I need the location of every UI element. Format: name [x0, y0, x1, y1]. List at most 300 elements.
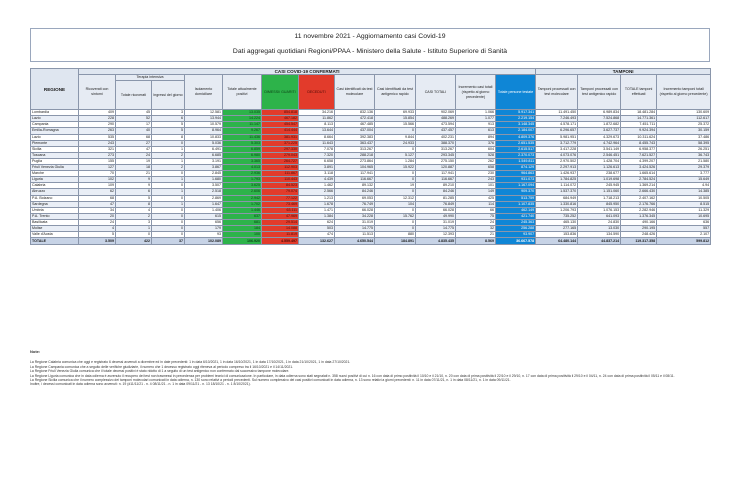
table-cell: 467.182: [262, 116, 299, 122]
table-cell: 637: [223, 213, 262, 219]
note-item: Inoltre, i decessi comunicati in data odierna sono avvenuti: n. 19 (d11/11/21 - n. 4 08/11/21 - n. 1 in data 09/11/21 - n. 13 18/10/21 - n. 1 8/10/2021).: [30, 382, 251, 387]
table-cell: 3.712.779: [536, 140, 578, 146]
table-cell: 79.074: [262, 189, 299, 195]
table-cell: 3.777: [657, 171, 711, 177]
table-cell: 1.107.835: [496, 201, 536, 207]
table-cell: 3.424.526: [621, 165, 657, 171]
region-name-cell: P.A. Trento: [31, 213, 79, 219]
table-cell: 1.206.793: [536, 207, 578, 213]
table-cell: 1: [116, 225, 152, 231]
table-row-total: [31, 238, 711, 245]
table-cell: 1.213: [299, 195, 335, 201]
table-cell: 66.028: [416, 207, 456, 213]
table-cell: 4.650.544: [335, 238, 375, 245]
table-cell: 127: [79, 165, 116, 171]
table-cell: 0: [375, 225, 416, 231]
table-cell: 11.862: [299, 116, 335, 122]
table-cell: 6.296.657: [536, 128, 578, 134]
table-cell: 6: [116, 189, 152, 195]
col-header-ricoverati: Ricoverati con sintomi: [79, 75, 116, 110]
table-cell: 1.428.704: [578, 158, 621, 164]
table-cell: 5.036: [185, 140, 223, 146]
table-cell: 37.486: [657, 134, 711, 140]
table-cell: 2.370.073: [496, 152, 536, 158]
col-header-attualmente-positivi: Totale attualmente positivi: [223, 75, 262, 110]
table-cell: 238.677: [578, 171, 621, 177]
table-cell: 155: [79, 158, 116, 164]
table-cell: 69.053: [335, 195, 375, 201]
col-header-molecolare: Casi identificati da test molecolare: [335, 75, 375, 110]
table-cell: 10.505: [657, 195, 711, 201]
table-cell: 11.329: [657, 207, 711, 213]
table-cell: 1.126.613: [578, 165, 621, 171]
table-cell: 2: [152, 165, 185, 171]
table-cell: 4: [79, 225, 116, 231]
table-cell: 909.370: [496, 189, 536, 195]
table-cell: 6.658: [299, 158, 335, 164]
table-cell: 279.043: [262, 152, 299, 158]
table-cell: 8.515: [657, 201, 711, 207]
table-cell: 1.384: [299, 213, 335, 219]
table-cell: 2.282.946: [621, 207, 657, 213]
table-cell: 84.523: [262, 183, 299, 189]
table-cell: 4.329.673: [578, 134, 621, 140]
table-cell: 13.035: [223, 110, 262, 116]
table-cell: 89.210: [416, 183, 456, 189]
region-name-cell: Marche: [31, 171, 79, 177]
table-cell: 3.509: [79, 238, 116, 245]
table-cell: 381.931: [262, 134, 299, 140]
table-cell: 31.019: [416, 219, 456, 225]
col-header-regione: REGIONE: [31, 69, 79, 110]
table-cell: 15.649: [657, 177, 711, 183]
table-cell: 684.949: [536, 195, 578, 201]
table-cell: 1.446: [223, 207, 262, 213]
table-cell: 2.566: [299, 189, 335, 195]
region-name-cell: Friuli Venezia Giulia: [31, 165, 79, 171]
table-cell: 414.444: [262, 128, 299, 134]
table-cell: 1.151.060: [578, 189, 621, 195]
table-cell: 0: [375, 189, 416, 195]
col-header-incremento-tamponi: Incremento tamponi totali (rispetto al giorno precedente): [657, 75, 711, 110]
table-cell: 2.518: [185, 189, 223, 195]
table-cell: 931.073: [496, 177, 536, 183]
table-cell: 4.559.497: [262, 238, 299, 245]
table-cell: 10.833: [185, 134, 223, 140]
report-title-date: 11 novembre 2021 - Aggiornamento casi Covid-19: [294, 33, 446, 40]
region-name-cell: Campania: [31, 122, 79, 128]
table-cell: 62: [79, 189, 116, 195]
notes-section: [30, 350, 710, 387]
table-cell: 528: [456, 152, 496, 158]
table-cell: 64.480.144: [536, 238, 578, 245]
table-cell: 402.231: [416, 134, 456, 140]
table-cell: 658: [456, 165, 496, 171]
table-cell: 1: [152, 146, 185, 152]
table-cell: 913: [456, 122, 496, 128]
col-header-deceduti: DECEDUTI: [299, 75, 335, 110]
table-cell: 11.491.450: [536, 110, 578, 116]
note-item: La Regione Calabria comunica che oggi e registrato 6 decessi avvenuti a dicembre ed in date precedenti: 1 in data 6/10/2021, 1 in data 16/10/2021, 1 in data 17/10/2021, 1 in data 21/10/2021, 1 in data 27/10/2021.: [30, 360, 351, 365]
table-cell: 18.481.284: [621, 110, 657, 116]
region-name-cell: Emilia-Romagna: [31, 128, 79, 134]
table-cell: 18: [116, 165, 152, 171]
table-cell: 21: [116, 171, 152, 177]
table-cell: 467.485: [335, 122, 375, 128]
table-cell: 2.407.162: [621, 195, 657, 201]
table-cell: 0: [152, 183, 185, 189]
group-header-tamponi: TAMPONI: [536, 69, 711, 75]
table-cell: 2: [152, 152, 185, 158]
table-cell: 119.317.358: [621, 238, 657, 245]
note-item: La Regione Campania comunica che a seguito delle verifiche giudiziarie, il numero che 1 decesso registrato oggi riteneva al periodo compreso tra il 16/10/2021 e il 14/11/2021.: [30, 364, 294, 369]
table-cell: 36.743: [657, 152, 711, 158]
table-cell: 12.581: [185, 110, 223, 116]
table-cell: 1.406: [185, 207, 223, 213]
table-cell: 14.775: [335, 225, 375, 231]
table-cell: 2.845: [185, 171, 223, 177]
table-cell: 263: [79, 128, 116, 134]
table-cell: 624: [299, 219, 335, 225]
table-cell: 14.088: [262, 225, 299, 231]
table-cell: 8.664: [299, 134, 335, 140]
table-cell: 6: [152, 116, 185, 122]
table-cell: 5.917.341: [496, 110, 536, 116]
col-header-isolamento: Isolamento domiciliare: [185, 75, 223, 110]
table-cell: 3.625: [223, 183, 262, 189]
table-cell: 25.372: [657, 122, 711, 128]
table-cell: 964.863: [496, 171, 536, 177]
table-cell: 503: [299, 225, 335, 231]
table-cell: 101: [456, 183, 496, 189]
table-cell: 2.784.524: [621, 177, 657, 183]
table-cell: 273.864: [335, 158, 375, 164]
table-cell: 0: [375, 219, 416, 225]
table-cell: 184: [223, 225, 262, 231]
table-cell: 290.195: [621, 225, 657, 231]
table-cell: 437.004: [335, 128, 375, 134]
table-cell: 76.749: [335, 201, 375, 207]
table-cell: 12.312: [375, 195, 416, 201]
table-cell: 0: [375, 128, 416, 134]
table-cell: 4.073.076: [536, 152, 578, 158]
table-cell: 45: [116, 110, 152, 116]
table-cell: 5.127: [375, 152, 416, 158]
table-cell: 376: [456, 140, 496, 146]
table-cell: 4.399.207: [621, 158, 657, 164]
table-cell: 11.513: [335, 232, 375, 238]
table-cell: 1: [152, 177, 185, 183]
table-cell: 14.224: [223, 116, 262, 122]
table-cell: 20: [79, 213, 116, 219]
table-cell: 2.942: [223, 195, 262, 201]
table-cell: 3.507: [185, 183, 223, 189]
table-cell: 77.122: [262, 195, 299, 201]
region-name-cell: Sicilia: [31, 146, 79, 152]
table-cell: 1.647: [185, 201, 223, 207]
table-cell: 104.965: [335, 165, 375, 171]
table-cell: 3.541.149: [578, 146, 621, 152]
table-cell: 0: [152, 213, 185, 219]
table-cell: 31.019: [335, 219, 375, 225]
table-cell: 30.159: [657, 128, 711, 134]
table-cell: 13.944: [185, 116, 223, 122]
table-cell: 63.111: [262, 207, 299, 213]
table-cell: 243: [456, 177, 496, 183]
table-cell: 58.395: [657, 140, 711, 146]
notes-header: Note:: [30, 349, 41, 354]
table-cell: 297.330: [262, 146, 299, 152]
table-cell: 134.590: [578, 232, 621, 238]
table-cell: 288.218: [335, 152, 375, 158]
table-cell: 0: [152, 232, 185, 238]
table-cell: 473.594: [416, 122, 456, 128]
report-title-box: [30, 28, 710, 62]
table-cell: 112.903: [262, 165, 299, 171]
table-cell: 5: [79, 232, 116, 238]
table-cell: 7.524.868: [578, 116, 621, 122]
table-cell: 68: [79, 195, 116, 201]
table-cell: 2.297.913: [536, 165, 578, 171]
table-cell: 153.836: [536, 232, 578, 238]
table-cell: 3.867: [185, 165, 223, 171]
table-cell: 179: [185, 225, 223, 231]
region-name-cell: Molise: [31, 225, 79, 231]
table-cell: 10.579: [185, 122, 223, 128]
table-cell: 117.941: [416, 171, 456, 177]
table-cell: 17: [116, 122, 152, 128]
table-cell: 2.184.007: [496, 128, 536, 134]
table-cell: 149: [456, 189, 496, 195]
table-cell: 1.019.698: [578, 177, 621, 183]
table-cell: 4.809.376: [496, 134, 536, 140]
table-cell: 421.740: [496, 213, 536, 219]
table-cell: 363.437: [335, 140, 375, 146]
table-cell: 100: [223, 232, 262, 238]
table-cell: 93.907: [496, 232, 536, 238]
table-cell: 19: [116, 158, 152, 164]
table-cell: 3.148.345: [496, 122, 536, 128]
table-cell: 26.251: [657, 146, 711, 152]
table-cell: 371.225: [262, 140, 299, 146]
table-cell: 8.455.743: [621, 140, 657, 146]
table-cell: 52: [116, 116, 152, 122]
table-cell: 11.147: [223, 122, 262, 128]
table-cell: 11.819: [262, 232, 299, 238]
table-cell: 15.922: [375, 165, 416, 171]
table-cell: 106.920: [223, 238, 262, 245]
table-cell: 2.615.517: [496, 146, 536, 152]
table-cell: 1.680: [185, 177, 223, 183]
table-cell: 2.666.430: [621, 189, 657, 195]
table-cell: 313.267: [335, 146, 375, 152]
table-cell: 24.830: [578, 219, 621, 225]
table-cell: 34.216: [299, 110, 335, 116]
table-cell: 11.436: [223, 134, 262, 140]
table-cell: 1: [152, 189, 185, 195]
table-cell: 10.311.624: [621, 134, 657, 140]
region-name-cell: Lazio: [31, 116, 79, 122]
table-cell: 109: [79, 183, 116, 189]
col-header-incremento-casi: Incremento casi totali (rispetto al giorno precedente): [456, 75, 496, 110]
region-name-cell: Lazio: [31, 134, 79, 140]
table-cell: 0: [152, 195, 185, 201]
table-cell: 6.958.377: [621, 146, 657, 152]
table-cell: 1.376.345: [621, 213, 657, 219]
table-cell: 230: [456, 171, 496, 177]
table-cell: 1.718.213: [578, 195, 621, 201]
table-cell: 1.462: [299, 183, 335, 189]
region-name-cell: Abruzzo: [31, 189, 79, 195]
table-cell: 228: [79, 116, 116, 122]
table-cell: 1: [152, 158, 185, 164]
table-cell: 2.176.766: [621, 201, 657, 207]
col-header-ingressi: Ingressi del giorno: [152, 81, 185, 110]
table-cell: 1.793: [223, 177, 262, 183]
table-cell: 14.385: [657, 189, 711, 195]
table-cell: 73.469: [262, 201, 299, 207]
table-cell: 4.742.964: [578, 140, 621, 146]
table-cell: 472.418: [335, 116, 375, 122]
table-cell: 21: [456, 232, 496, 238]
table-cell: 7.621.527: [621, 152, 657, 158]
table-cell: 66.028: [335, 207, 375, 213]
table-cell: 2: [116, 213, 152, 219]
table-cell: 2.970.502: [536, 158, 578, 164]
table-cell: 454.547: [262, 122, 299, 128]
table-cell: 8.569: [456, 238, 496, 245]
table-cell: 273: [79, 152, 116, 158]
table-cell: 1.426.937: [536, 171, 578, 177]
table-cell: 49.990: [416, 213, 456, 219]
table-cell: 6.685: [185, 152, 223, 158]
table-cell: 130.609: [657, 110, 711, 116]
table-cell: 6.859: [223, 146, 262, 152]
col-header-tamponi-totale: TOTALE tamponi effettuati: [621, 75, 657, 110]
table-cell: 3: [152, 110, 185, 116]
table-cell: 9.267: [223, 128, 262, 134]
table-cell: 313.267: [416, 146, 456, 152]
table-cell: 114: [456, 201, 496, 207]
table-cell: 8.964: [185, 128, 223, 134]
region-name-cell: Valle d'Aosta: [31, 232, 79, 238]
table-cell: 2.869: [185, 195, 223, 201]
table-cell: 321: [79, 146, 116, 152]
table-cell: 5: [116, 195, 152, 201]
table-cell: 47: [116, 146, 152, 152]
region-name-cell: Liguria: [31, 177, 79, 183]
region-name-cell: Piemonte: [31, 140, 79, 146]
table-cell: 66: [456, 207, 496, 213]
table-cell: 1.471: [299, 207, 335, 213]
table-cell: 0: [152, 219, 185, 225]
table-cell: 902.069: [416, 110, 456, 116]
table-cell: 7.246.493: [536, 116, 578, 122]
table-cell: 110.443: [262, 177, 299, 183]
table-cell: 13.030: [578, 225, 621, 231]
table-cell: 0: [152, 207, 185, 213]
table-cell: 102: [79, 177, 116, 183]
table-cell: 44.837.214: [578, 238, 621, 245]
table-cell: 3.365: [223, 158, 262, 164]
table-cell: 10.695: [657, 213, 711, 219]
table-cell: 7.078: [299, 146, 335, 152]
table-cell: 656: [185, 219, 223, 225]
table-cell: 24: [456, 219, 496, 225]
table-cell: 13.644: [299, 128, 335, 134]
table-cell: 24.933: [375, 140, 416, 146]
col-header-persone-testate: Totale persone testate: [496, 75, 536, 110]
region-name-cell: TOTALE: [31, 238, 79, 245]
table-cell: 8.113: [299, 122, 335, 128]
table-cell: 76.849: [416, 201, 456, 207]
table-cell: 854.818: [262, 110, 299, 116]
table-cell: 1.549.811: [496, 158, 536, 164]
table-cell: 4.835.435: [416, 238, 456, 245]
table-cell: 735.252: [536, 213, 578, 219]
table-cell: 437.457: [416, 128, 456, 134]
table-cell: 11.643: [299, 140, 335, 146]
table-cell: 15.762: [375, 213, 416, 219]
table-cell: 0: [116, 232, 152, 238]
report-subtitle: Dati aggregati quotidiani Regioni/PPAA - Ministero della Salute - Istituto Superiore di Sanità: [232, 48, 508, 55]
table-cell: 89.132: [335, 183, 375, 189]
table-cell: 9: [116, 183, 152, 189]
table-cell: 388.370: [416, 140, 456, 146]
table-cell: 2.606: [223, 189, 262, 195]
region-name-cell: Puglia: [31, 158, 79, 164]
table-cell: 248.426: [621, 232, 657, 238]
table-cell: 47: [79, 201, 116, 207]
table-cell: 256.288: [496, 225, 536, 231]
table-cell: 392.383: [335, 134, 375, 140]
table-cell: 2.107: [657, 232, 711, 238]
table-cell: 116.667: [416, 177, 456, 183]
table-cell: 1.077: [456, 116, 496, 122]
table-cell: 262: [456, 158, 496, 164]
group-header-casi: CASI COVID-19 CONFERMATI: [79, 69, 536, 75]
table-cell: 1.537.370: [536, 189, 578, 195]
table-cell: 0: [375, 177, 416, 183]
table-cell: 111.867: [262, 171, 299, 177]
col-header-antigenico: Casi identificati da test antigenico rapido: [375, 75, 416, 110]
table-cell: 615: [185, 213, 223, 219]
table-cell: 5: [152, 128, 185, 134]
table-cell: 34: [79, 207, 116, 213]
table-cell: 557: [657, 225, 711, 231]
table-cell: 880: [375, 232, 416, 238]
table-cell: 24: [116, 152, 152, 158]
table-cell: 1: [152, 201, 185, 207]
table-cell: 613: [456, 128, 496, 134]
table-cell: 290: [79, 122, 116, 128]
table-cell: 845.950: [578, 201, 621, 207]
col-header-tamponi-molecolare: Tamponi processati con test molecolare: [536, 75, 578, 110]
report-sheet: [30, 28, 710, 448]
table-cell: 4.94: [657, 183, 711, 189]
table-cell: 4.013: [223, 165, 262, 171]
table-cell: 32: [456, 225, 496, 231]
table-cell: 0: [152, 171, 185, 177]
region-name-cell: Basilicata: [31, 219, 79, 225]
table-cell: 1.369.214: [621, 183, 657, 189]
table-cell: 1.167.094: [496, 183, 536, 189]
table-cell: 894: [456, 134, 496, 140]
table-cell: 636: [657, 219, 711, 225]
table-cell: 4: [116, 207, 152, 213]
table-cell: 84.246: [416, 189, 456, 195]
table-cell: 0: [375, 171, 416, 177]
